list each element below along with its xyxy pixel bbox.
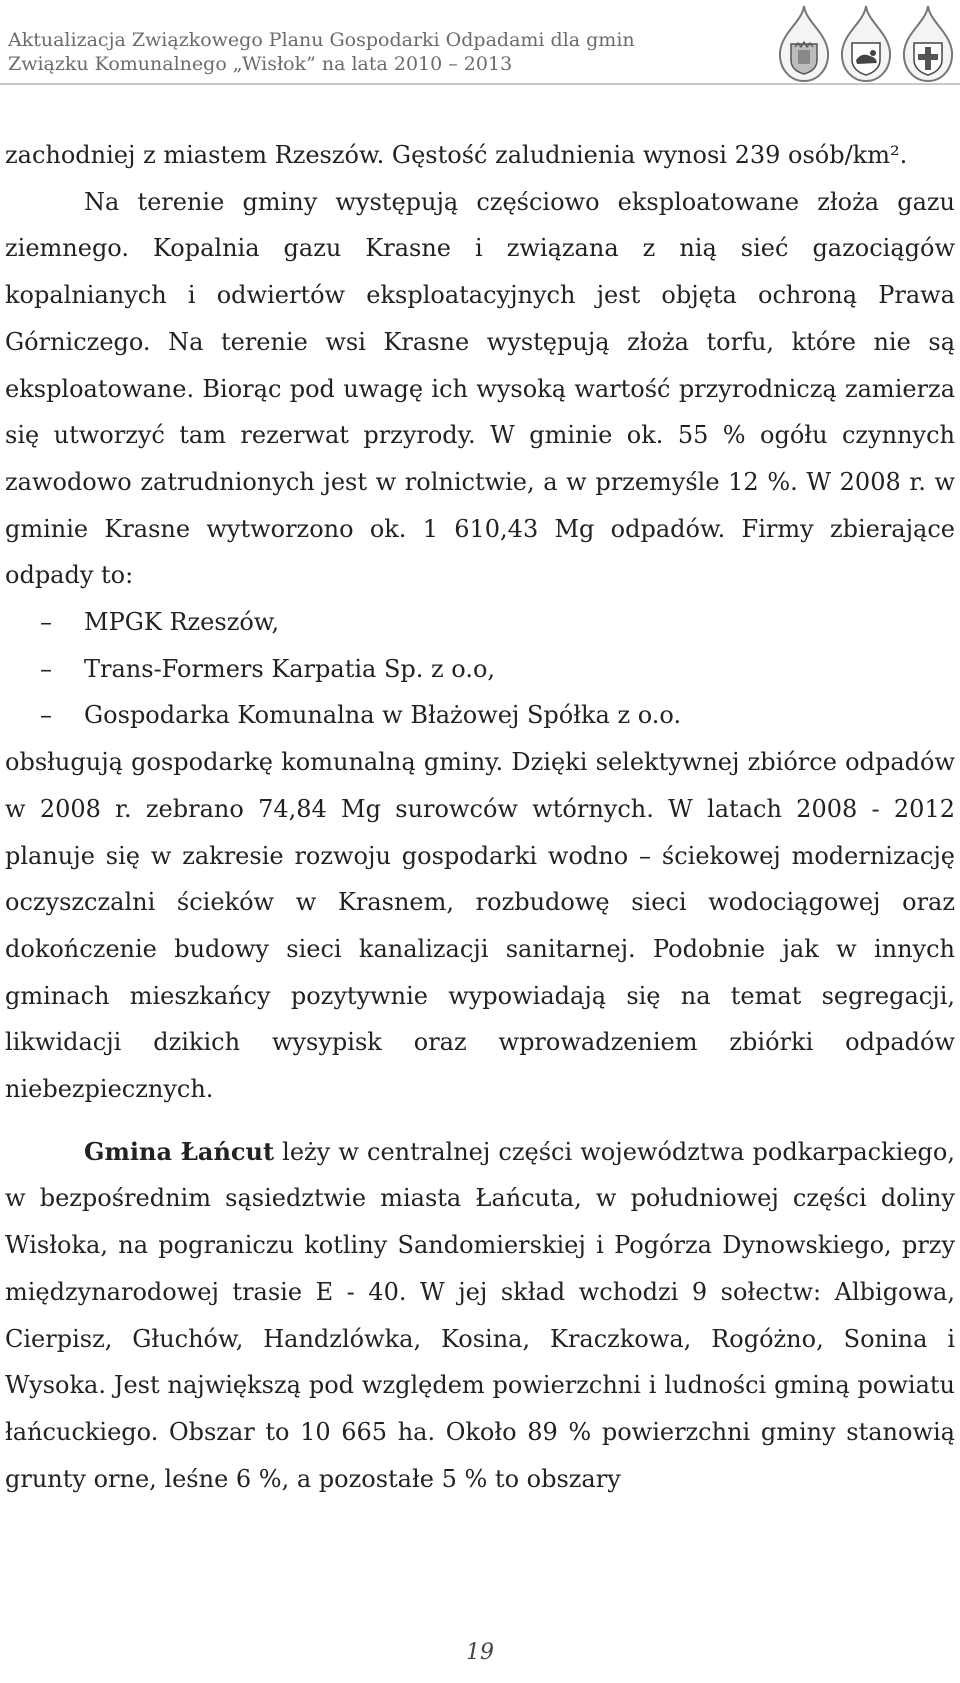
header-title	[8, 28, 635, 76]
paragraph-4	[5, 1129, 955, 1503]
crest-group	[774, 2, 958, 84]
paragraph-4-text: leży w centralnej części województwa podkarpackiego, w bezpośrednim sąsiedztwie miasta Łańcuta, w południowej części doliny Wisłoka, na pograniczu kotliny Sandomierskiej i Pogórza Dynowskiego, przy międzynarodowej trasie E - 40. W jej skład wchodzi 9 sołectw: Albigowa, Cierpisz, Głuchów, Handzlówka, Kosina, Kraczkowa, Rogóżno, Sonina i Wysoka. Jest największą pod względem powierzchni i ludności gminą powiatu łańcuckiego. Obszar to 10 665 ha. Około 89 % powierzchni gminy stanowią grunty orne, leśne 6 %, a pozostałe 5 % to obszary	[5, 1137, 955, 1493]
header-line-2: Związku Komunalnego „Wisłok” na lata 2010 – 2013	[8, 53, 513, 75]
list-dash: –	[40, 701, 52, 730]
list-item	[5, 599, 955, 646]
crest-icon-1	[774, 2, 834, 84]
company-list	[5, 599, 955, 739]
paragraph-1: zachodniej z miastem Rzeszów. Gęstość zaludnienia wynosi 239 osób/km².	[5, 141, 908, 169]
page-header	[0, 0, 960, 86]
gmina-name: Gmina Łańcut	[84, 1136, 275, 1166]
list-item-text: MPGK Rzeszów,	[84, 608, 280, 637]
page-number: 19	[466, 1640, 494, 1665]
paragraph-gap	[5, 1113, 955, 1129]
header-line-1: Aktualizacja Związkowego Planu Gospodarki Odpadami dla gmin	[8, 29, 635, 51]
paragraph-2: Na terenie gminy występują częściowo eksploatowane złoża gazu ziemnego. Kopalnia gazu Krasne i związana z nią sieć gazociągów kopalnianych i odwiertów eksploatacyjnych jest objęta ochroną Prawa Górniczego. Na terenie wsi Krasne występują złoża torfu, które nie są eksploatowane. Biorąc pod uwagę ich wysoką wartość przyrodniczą zamierza się utworzyć tam rezerwat przyrody. W gminie ok. 55 % ogółu czynnych zawodowo zatrudnionych jest w rolnictwie, a w przemyśle 12 %. W 2008 r. w gminie Krasne wytworzono ok. 1 610,43 Mg odpadów. Firmy zbierające odpady to:	[5, 187, 955, 590]
list-dash: –	[40, 608, 52, 637]
page-body	[5, 132, 955, 1502]
crest-icon-2	[836, 2, 896, 84]
list-item	[5, 692, 955, 739]
list-dash: –	[40, 654, 52, 683]
header-divider	[0, 83, 960, 85]
paragraph-3: obsługują gospodarkę komunalną gminy. Dzięki selektywnej zbiórce odpadów w 2008 r. zebrano 74,84 Mg surowców wtórnych. W latach 2008 - 2012 planuje się w zakresie rozwoju gospodarki wodno – ściekowej modernizację oczyszczalni ścieków w Krasnem, rozbudowę sieci wodociągowej oraz dokończenie budowy sieci kanalizacji sanitarnej. Podobnie jak w innych gminach mieszkańcy pozytywnie wypowiadają się na temat segregacji, likwidacji dzikich wysypisk oraz wprowadzeniem zbiórki odpadów niebezpiecznych.	[5, 748, 955, 1104]
list-item-text: Trans-Formers Karpatia Sp. z o.o,	[84, 654, 496, 683]
list-item	[5, 646, 955, 693]
list-item-text: Gospodarka Komunalna w Błażowej Spółka z o.o.	[84, 701, 682, 730]
crest-icon-3	[898, 2, 958, 84]
